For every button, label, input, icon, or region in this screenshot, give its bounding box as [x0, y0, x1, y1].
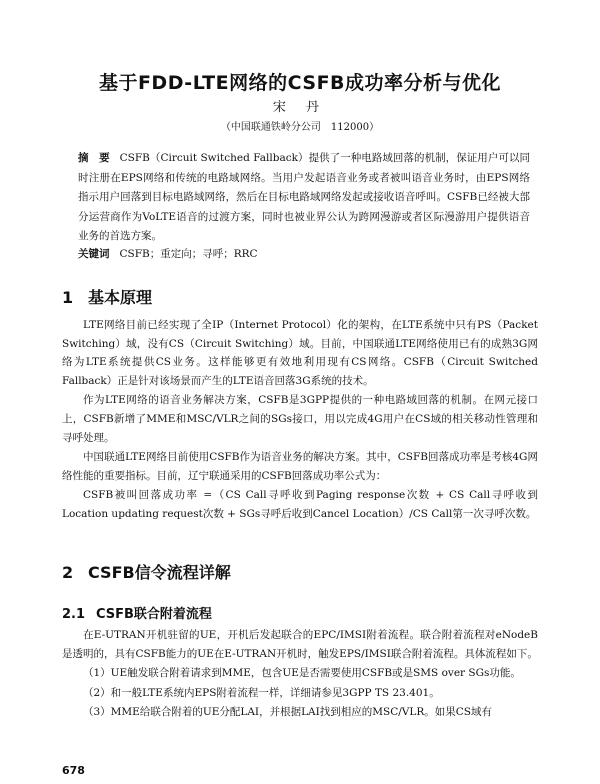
section-2-heading: [62, 560, 231, 583]
author-affiliation: （中国联通铁岭分公司 112000）: [220, 122, 380, 133]
section-2-1-heading: [62, 603, 212, 622]
section-1-paragraph: 中国联通LTE网络目前使用CSFB作为语音业务的解决方案。其中，CSFB回落成功率是考核4G网络性能的重要指标。目前，辽宁联通采用的CSFB回落成功率公式为：: [62, 451, 538, 482]
section-2-1-paragraph: （2）和一般LTE系统内EPS附着流程一样，详细请参见3GPP TS 23.401。: [83, 686, 440, 699]
section-2-1-title: CSFB联合附着流程: [96, 607, 212, 622]
section-2-number: 2: [62, 563, 74, 582]
paper-title: 基于FDD-LTE网络的CSFB成功率分析与优化: [98, 72, 502, 94]
abstract: [78, 149, 530, 247]
section-1-body: [62, 316, 538, 525]
section-1-title: 基本原理: [88, 288, 153, 307]
section-1-paragraph: LTE网络目前已经实现了全IP（Internet Protocol）化的架构，在LTE系统中只有PS（Packet Switching）域，没有CS（Circuit Switching）域。目前，中国联通LTE网络使用已有的成熟3G网络为LTE系统提供CS业务。这样能够更有效地利用现有CS网络。CSFB（Circuit Switched Fallback）正是针对该场景而产生的LTE语音回落3G系统的技术。: [62, 319, 538, 387]
section-1-paragraph: 作为LTE网络的语音业务解决方案，CSFB是3GPP提供的一种电路域回落的机制。在网元接口上，CSFB新增了MME和MSC/VLR之间的SGs接口，用以完成4G用户在CS域的相关移动性管理和寻呼处理。: [62, 394, 538, 444]
section-2-1-number: 2.1: [62, 607, 86, 622]
author-name: 宋 丹: [272, 100, 328, 115]
keywords-label: 关键词: [78, 248, 110, 260]
section-1-paragraph: CSFB被叫回落成功率 =（CS Call寻呼收到Paging response次数 + CS Call寻呼收到Location updating request次数 + SGs寻呼后收到Cancel Location）/CS Call第一次寻呼次数。: [62, 489, 538, 520]
keywords: [78, 246, 530, 261]
keywords-text: CSFB；重定向；寻呼；RRC: [119, 248, 258, 260]
section-2-1-paragraph: （1）UE触发联合附着请求到MME，包含UE是否需要使用CSFB或是SMS over SGs功能。: [83, 667, 521, 680]
section-2-title: CSFB信令流程详解: [88, 563, 231, 582]
abstract-label: 摘 要: [78, 152, 110, 164]
section-1-number: 1: [62, 288, 74, 307]
section-1-heading: [62, 285, 152, 308]
section-2-1-body: [62, 626, 538, 722]
page-number: 678: [62, 764, 85, 777]
abstract-text: CSFB（Circuit Switched Fallback）提供了一种电路域回落的机制，保证用户可以同时注册在EPS网络和传统的电路域网络。当用户发起语音业务或者被叫语音业务时，由EPS网络指示用户回落到目标电路域网络，然后在目标电路域网络发起或接收语音呼叫。CSFB已经被大部分运营商作为VoLTE语音的过渡方案，同时也被业界公认为跨网漫游或者区际漫游用户提供语音业务的首选方案。: [78, 152, 530, 242]
section-2-1-paragraph: 在E-UTRAN开机驻留的UE，开机后发起联合的EPC/IMSI附着流程。联合附着流程对eNodeB是透明的，具有CSFB能力的UE在E-UTRAN开机时，触发EPS/IMSI联合附着流程。具体流程如下。: [62, 629, 538, 660]
section-2-1-paragraph: （3）MME给联合附着的UE分配LAI，并根据LAI找到相应的MSC/VLR。如果CS域有: [83, 706, 492, 719]
